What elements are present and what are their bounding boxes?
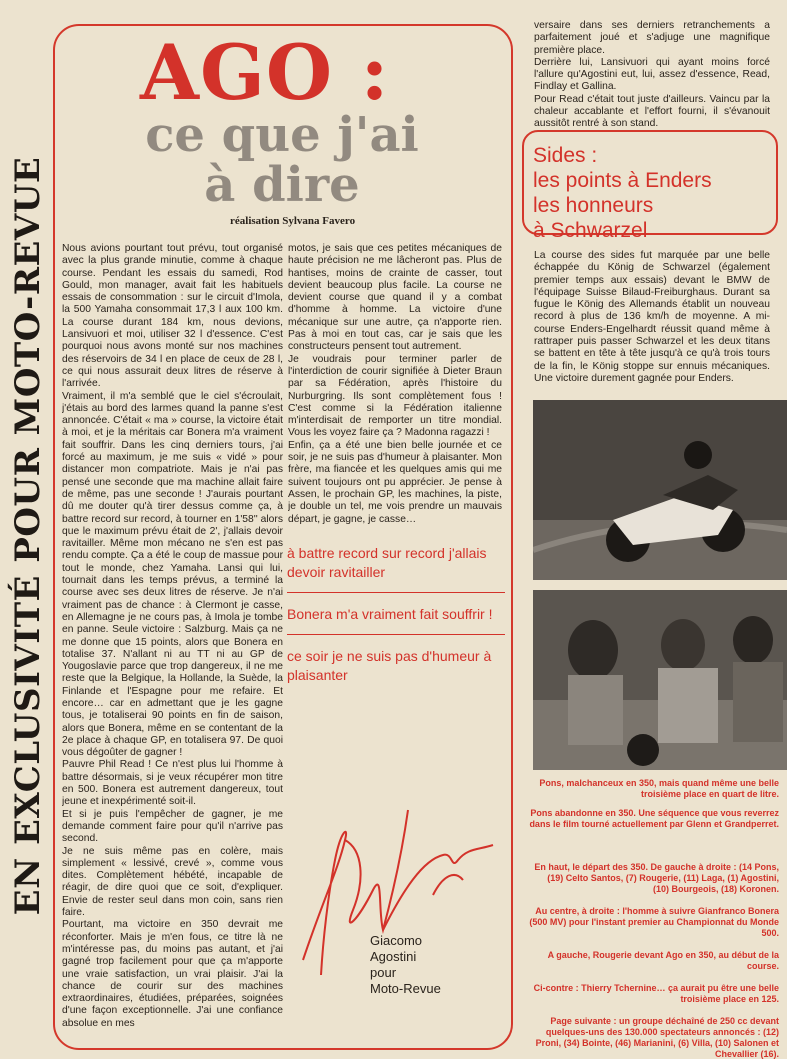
pull-quote: à battre record sur record j'allais devoir ravitailler [287,540,505,593]
photo-caption: En haut, le départ des 350. De gauche à droite : (14 Pons, (19) Celto Santos, (7) Rougerie, (11) Laga, (1) Agostini, (10) Bourgeois, (18) Koronen. [534,862,779,894]
banner-text: EN EXCLUSIVITÉ POUR MOTO-REVUE [8,156,48,916]
photo-caption: Page suivante : un groupe déchaîné de 250 cc devant quelques-uns des 130.000 spectateurs annoncés : (12) Proni, (34) Bointe, (46) Marianini, (6) Villa, (10) Salonen et Chevallier (16). [535,1016,779,1059]
sides-article: La course des sides fut marquée par une belle échappée du König de Schwarzel (également premier temps aux essais) devant le BMW de l'équipage Suisse Bilaud-Freiburghaus. Durant sa fugue le König des Allemands établit un nouveau record à plus de 136 km/h de moyenne. A mi-course Enders-Engelhardt réussit quand même à rattraper puis passer Schwarzel et les deux titans se battent en tête à tête jusqu'à ce qu'à trois tours de la fin, le König stoppe sur ennuis mécaniques. Une victoire durement gagnée pour Enders. [534,250,770,384]
caption-list [529,862,779,1059]
middle-column [288,243,502,543]
paragraph: Pauvre Phil Read ! Ce n'est plus lui l'homme à battre désormais, si je veux récupérer mon titre en 500. Bonera est autrement dangereux, tout jeune et inexpérimenté soit-il. [62,759,283,808]
photo-racer [533,400,787,580]
headline-subtitle-line2: à dire [204,157,360,213]
photo-caption: Pons, malchanceux en 350, mais quand même une belle troisième place en quart de litre. [539,778,779,799]
sides-heading-line: les points à Enders [533,169,712,192]
paragraph: Nous avions pourtant tout prévu, tout organisé avec la plus grande minutie, comme à chaque course. Pendant les essais du samedi, Rod Gould, mon manager, avait fait les habituels essais de consommation : sur le circuit d'Imola, la 500 Yamaha consommait 17,3 l aux 100 km. La course durant 184 km, nous devions, Lansivuori et moi, utiliser 32 l d'essence. C'est pourquoi nous avons monté sur nos machines des réservoirs de 34 l en place de ceux de 28 l, ce qui nous assurait deux litres de réserve à l'arrivée. [62,243,283,390]
left-column [62,243,283,1043]
photo-caption: A gauche, Rougerie devant Ago en 350, au début de la course. [547,950,779,971]
headline-subtitle-line1: ce que j'ai [145,107,419,163]
pull-quotes [287,540,505,703]
vertical-banner [10,22,46,1050]
headline-subtitle [82,107,482,213]
paragraph: motos, je sais que ces petites mécaniques de haute précision ne me lâcheront pas. Plus de hantises, moins de crainte de casser, tout devient beaucoup plus facile. La course ne devient course que quand il y a combat d'homme à homme. La victoire d'une mécanique sur une autre, ça n'apporte rien. Pas à moi en tout cas, car je sais que les constructeurs pensent tout autrement. [288,243,502,353]
signature-caption [370,933,441,997]
signature-caption-line: Giacomo [370,933,423,948]
paragraph: Je voudrais pour terminer parler de l'interdiction de courir signifiée à Dieter Braun par sa Fédération, après l'histoire du Nurburgring. Ils sont complètement fous ! C'est comme si la Fédération italienne m'interdisait de remporter un titre mondial. Vous les voyez faire ça ? Madonna ragazzi ! [288,353,502,439]
pull-quote: ce soir je ne suis pas d'humeur à plaisanter [287,648,492,683]
sides-heading-line: Sides : [533,144,598,167]
signature-caption-line: Agostini [370,949,417,964]
photo-caption: Ci-contre : Thierry Tchernine… ça aurait pu être une belle troisième place en 125. [533,983,779,1004]
photo-caption: Au centre, à droite : l'homme à suivre Gianfranco Bonera (500 MV) pour l'instant premier au Championnat du Monde 500. [529,906,779,938]
signature-caption-line: pour [370,965,397,980]
right-column-top [534,20,770,131]
paragraph: Je ne suis même pas en colère, mais simplement « lessivé, crevé », comme vous dites. Complètement hébété, incapable de réagir, de dire quoi que ce soit, d'expliquer. Envie de rester seul dans mon coin, sans rien faire. [62,845,283,919]
photo-pit-crowd [533,590,787,770]
paragraph: Derrière lui, Lansivuori qui ayant moins forcé l'allure qu'Agostini eut, lui, assez d'essence, Read, Findlay et Gallina. [534,56,770,93]
byline: réalisation Sylvana Favero [230,215,356,227]
paragraph: Enfin, ça a été une bien belle journée et ce soir, je ne suis pas d'humeur à plaisanter. Mon frère, ma fiancée et les quelques amis qui me suivent toujours ont pu apprécier. Je pense à Assen, le prochain GP, les machines, la piste, je double un tel, me vois prendre un mauvais départ, je gagne, je casse… [288,439,502,525]
paragraph: Et si je puis l'empêcher de gagner, je me demande comment faire pour qu'il n'arrive pas second. [62,808,283,845]
paragraph: versaire dans ses derniers retranchements a parfaitement joué et s'adjuge une magnifique première place. [534,20,770,56]
paragraph: Pour Read c'était tout juste d'ailleurs. Vaincu par la chaleur accablante et l'effort fourni, il s'évanouit aussitôt rentré à son stand. [534,93,770,130]
headline-title: AGO : [140,28,390,117]
paragraph: Pourtant, ma victoire en 350 devrait me réconforter. Mais je m'en fous, ce titre là ne m'intéresse pas, du moins pas autant, et j'ai gagné trop facilement pour que ça m'apporte une vraie satisfaction, un vrai plaisir. J'ai la chance de courir sur des machines extraordinaires, étudiées, préparées, soignées d'une façon exceptionnelle. J'ai une confiance absolue en mes [62,919,283,1029]
pull-quote: Bonera m'a vraiment fait souffrir ! [287,601,505,635]
sides-heading-line: les honneurs [533,194,654,217]
paragraph: Vraiment, il m'a semblé que le ciel s'écroulait, j'étais au bord des larmes quand la panne s'est annoncée. C'était « ma » course, la victoire était à moi, et je la méritais car Bonera m'a vraiment fait souffrir. Dans les cinq derniers tours, j'ai forcé au maximum, je me suis « vidé » pour distancer mon compatriote. Mais je n'ai pas pensé une seconde que ma machine allait faire de même, pas une seconde ! J'aurais pourtant dû me douter qu'à tirer dessus comme ça, à battre record sur record, à tourner en 1'58'' alors que le maximum prévu était de 2', j'allais devoir ravitailler. Même mon mécano ne s'en est pas rendu compte. Ça a été le coup de massue pour tout le monde, chez Yamaha. Lansi qui lui, tournait dans les temps prévus, a terminé la course avec ses deux litres de réserve. Je n'ai vraiment pas de chance : à Clermont je casse, en Allemagne je ne cours pas, à Imola je tombe en panne. Seule victoire : Salzburg. Mais ça ne me donne que 15 points, alors que Bonera en totalise 37. N'allant ni au TT ni au GP de Yougoslavie parce que trop dangereux, il ne me reste que la Belgique, la Hollande, la Suède, la Finlande et l'Espagne pour me refaire. Et encore… car en admettant que je les gagne tous, je totaliserai 90 points en fin de saison, alors que Bonera, même en se contentant de la 2e place à chaque GP, en totalisera 97. De quoi vous dégoûter de gagner ! [62,390,283,759]
signature-caption-line: Moto-Revue [370,981,441,996]
photo-caption: Pons abandonne en 350. Une séquence que vous reverrez dans le film tourné actuellement par Glenn et Grandperret. [529,808,779,829]
sides-heading [533,143,712,243]
sides-heading-line: à Schwarzel [533,219,648,242]
